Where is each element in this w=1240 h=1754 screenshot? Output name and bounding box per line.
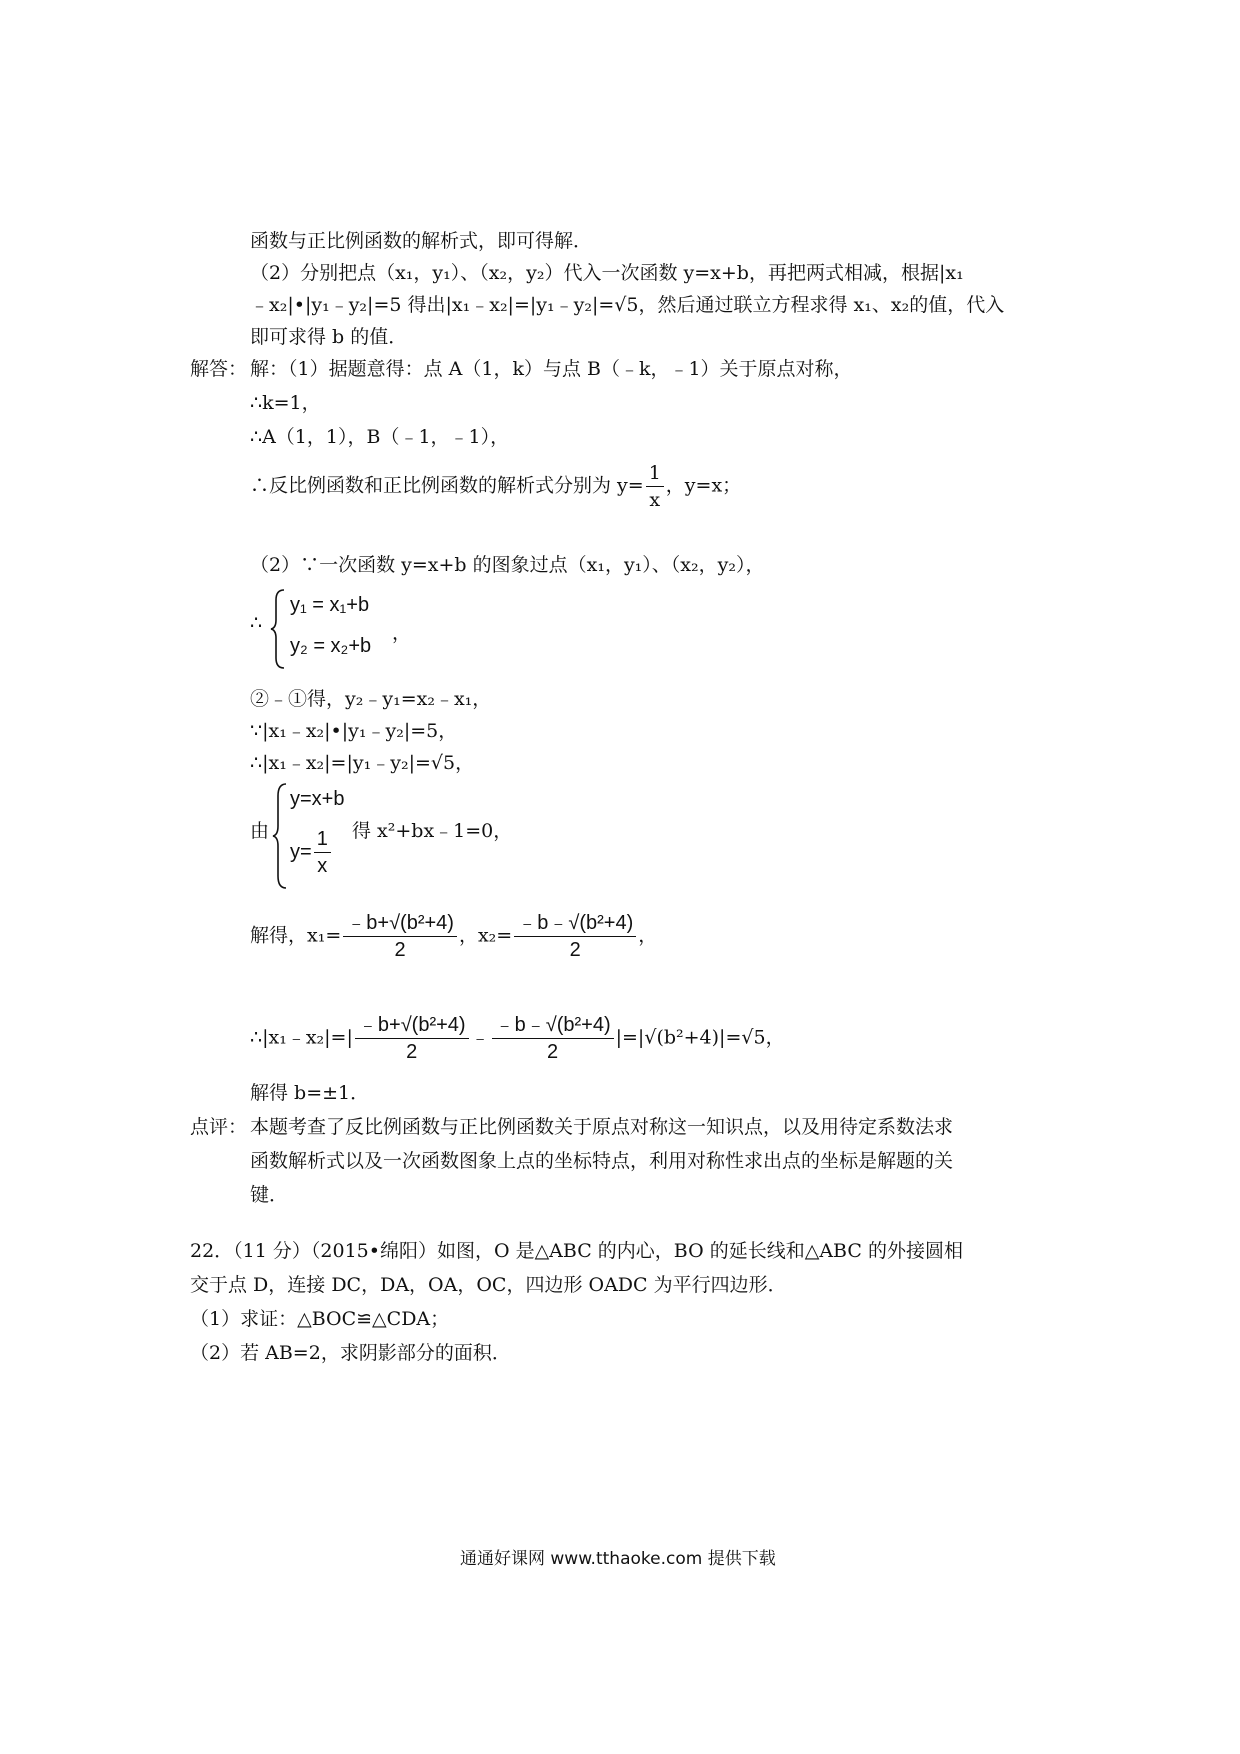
solution-line-1: 解：（1）据题意得：点 A（1，k）与点 B（﹣k，﹣1）关于原点对称， <box>250 358 853 380</box>
analysis-line-1: 函数与正比例函数的解析式，即可得解． <box>250 230 593 252</box>
fraction-1-over-x-2 <box>314 826 331 879</box>
footer-source: 通通好课网 www.tthaoke.com 提供下载 <box>460 1549 776 1569</box>
solution-line-9 <box>250 910 657 963</box>
solution-label: 解答： <box>190 358 248 380</box>
left-brace-icon <box>270 588 288 670</box>
analysis-line-2: （2）分别把点（x₁，y₁）、（x₂，y₂）代入一次函数 y=x+b，再把两式相减，根据|x₁ <box>250 262 964 284</box>
fraction-1-over-x <box>646 460 664 513</box>
system-2-result: 得 x²+bx﹣1=0， <box>352 820 513 842</box>
comment-line-3: 键． <box>250 1184 289 1206</box>
problem-22-line-2: 交于点 D，连接 DC，DA，OA，OC，四边形 OADC 为平行四边形． <box>190 1274 787 1296</box>
fraction-numerator: ﹣b﹣√(b²+4) <box>492 1012 614 1039</box>
solution-line-10-pre: ∴|x₁﹣x₂|=| <box>250 1026 353 1049</box>
fraction-numerator: ﹣b+√(b²+4) <box>343 910 457 937</box>
left-brace-icon-2 <box>272 782 290 890</box>
fraction-denominator: 2 <box>569 939 581 961</box>
fraction-x1-abs <box>355 1012 469 1065</box>
solution-line-7: ∵|x₁﹣x₂|•|y₁﹣y₂|=5， <box>250 720 458 742</box>
solution-line-6: ②﹣①得，y₂﹣y₁=x₂﹣x₁， <box>250 688 492 710</box>
solution-line-9-post: ， <box>638 924 658 947</box>
fraction-numerator: ﹣b﹣√(b²+4) <box>514 910 636 937</box>
fraction-numerator: 1 <box>646 460 664 487</box>
fraction-denominator: x <box>317 855 328 877</box>
solution-line-11: 解得 b=±1． <box>250 1082 370 1104</box>
comment-label: 点评： <box>190 1116 248 1138</box>
solution-line-4-pre: ∴反比例函数和正比例函数的解析式分别为 y= <box>250 474 644 497</box>
comment-line-2: 函数解析式以及一次函数图象上点的坐标特点，利用对称性求出点的坐标是解题的关 <box>250 1150 954 1172</box>
fraction-denominator: 2 <box>406 1041 418 1063</box>
fraction-denominator: 2 <box>547 1041 559 1063</box>
system-2-eq-2 <box>290 826 333 879</box>
system-1-eq-2: y₂ = x₂+b <box>290 635 372 657</box>
problem-22-question-1: （1）求证：△BOC≌△CDA； <box>190 1308 450 1330</box>
system-2-prefix: 由 <box>250 820 270 842</box>
solution-line-5: （2）∵一次函数 y=x+b 的图象过点（x₁，y₁）、（x₂，y₂）， <box>250 554 765 576</box>
problem-22-line-1: 22．（11 分）（2015•绵阳）如图，O 是△ABC 的内心，BO 的延长线和△ABC 的外接圆相 <box>190 1240 963 1262</box>
solution-line-4-post: ，y=x； <box>665 474 742 497</box>
solution-line-2: ∴k=1， <box>250 392 321 414</box>
system-2-eq-1: y=x+b <box>290 788 345 810</box>
system-1-prefix: ∴ <box>250 612 263 634</box>
solution-line-8: ∴|x₁﹣x₂|=|y₁﹣y₂|=√5， <box>250 752 475 774</box>
solution-line-9-mid: ，x₂= <box>458 924 513 947</box>
comment-line-1: 本题考查了反比例函数与正比例函数关于原点对称这一知识点，以及用待定系数法求 <box>250 1116 954 1138</box>
fraction-denominator: x <box>649 489 661 511</box>
system-2-eq-2-pre: y= <box>290 840 312 863</box>
system-1-suffix: ， <box>392 622 412 644</box>
fraction-x1 <box>343 910 457 963</box>
analysis-line-3: ﹣x₂|•|y₁﹣y₂|=5 得出|x₁﹣x₂|=|y₁﹣y₂|=√5，然后通过联立方程求得 x₁、x₂的值，代入 <box>250 294 1005 316</box>
analysis-line-4: 即可求得 b 的值． <box>250 326 408 348</box>
fraction-denominator: 2 <box>394 939 406 961</box>
solution-line-10 <box>250 1012 785 1065</box>
fraction-numerator: 1 <box>314 826 331 853</box>
fraction-numerator: ﹣b+√(b²+4) <box>355 1012 469 1039</box>
system-1-eq-1: y₁ = x₁+b <box>290 594 370 616</box>
solution-line-4 <box>250 460 741 513</box>
solution-line-10-post: |=|√(b²+4)|=√5， <box>615 1026 785 1049</box>
solution-line-10-minus: ﹣ <box>470 1026 490 1049</box>
fraction-x2 <box>514 910 636 963</box>
solution-line-9-pre: 解得，x₁= <box>250 924 342 947</box>
fraction-x2-abs <box>492 1012 614 1065</box>
problem-22-question-2: （2）若 AB=2，求阴影部分的面积． <box>190 1342 511 1364</box>
solution-line-3: ∴A（1，1），B（﹣1，﹣1）， <box>250 426 510 448</box>
